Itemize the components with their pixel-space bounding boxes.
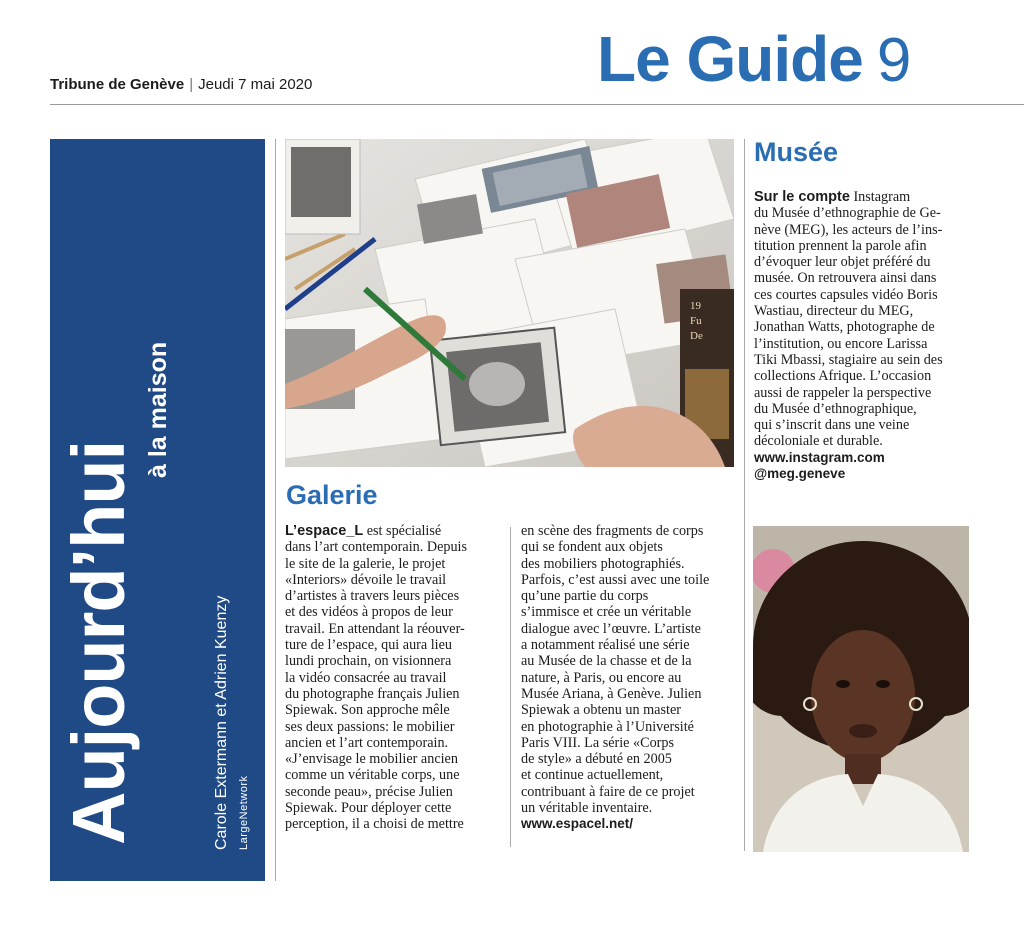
text-line: ancien et l’art contemporain. [285,734,449,751]
galerie-text-col2 [521,523,737,833]
text-line: en scène des fragments de corps [521,523,704,539]
text-line: est spécialisé [366,523,442,539]
gallery-photo [285,139,734,467]
text-line: ces courtes capsules vidéo Boris [754,286,938,303]
text-line: «J’envisage le mobilier ancien [285,751,458,768]
text-line: d’artistes à travers leurs pièces [285,588,460,605]
text-line: ses deux passions: le mobilier [285,718,455,735]
banner-subtitle: à la maison [144,341,172,478]
text-line: Tiki Mbassi, stagiaire au sein des [754,351,943,368]
musee-heading: Musée [754,137,839,167]
text-line: Musée Ariana, à Genève. Julien [521,685,702,702]
musee-lead: Sur le compte [754,189,850,205]
text-line: nature, à Paris, ou encore au [521,669,682,686]
text-line: qui se fondent aux objets [521,539,663,556]
text-line: s’immisce et crée un véritable [521,604,692,621]
masthead-dateline [50,76,312,93]
banner-agency: LargeNetwork [238,775,250,850]
text-line: et continue actuellement, [521,767,664,784]
svg-text:19: 19 [690,300,701,312]
text-line: le site de la galerie, le projet [285,555,446,572]
galerie-link[interactable]: www.espacel.net/ [521,816,634,832]
text-line: nève (MEG), les acteurs de l’ins- [754,221,943,238]
section-header [597,22,911,96]
section-title: Le Guide [597,23,863,95]
text-line: a notamment réalisé une série [521,637,690,654]
masthead-rule [50,104,1024,105]
text-line: décoloniale et durable. [754,433,883,450]
text-line: Spiewak a obtenu un master [521,702,681,719]
text-line: Jonathan Watts, photographe de [754,319,935,336]
text-line: la vidéo consacrée au travail [285,669,447,686]
galerie-heading: Galerie [286,480,378,510]
portrait-photo [753,526,969,852]
column-rule [275,139,276,881]
text-line: d’évoquer leur objet préféré du [754,254,931,271]
text-line: du Musée d’ethnographique, [754,400,917,417]
text-line: perception, il a choisi de mettre [285,816,464,833]
text-line: Spiewak. Son approche mêle [285,702,450,719]
newspaper-name: Tribune de Genève [50,76,185,93]
text-line: contribuant à faire de ce projet [521,783,695,800]
text-line: Paris VIII. La série «Corps [521,734,675,751]
text-line: comme un véritable corps, une [285,767,460,784]
text-line: aussi de rappeler la perspective [754,384,932,401]
galerie-lead: L’espace_L [285,523,364,539]
text-line: du Musée d’ethnographie de Ge- [754,205,941,222]
text-line: dans l’art contemporain. Depuis [285,539,468,556]
text-line: Parfois, c’est aussi avec une toile [521,571,710,588]
text-line: «Interiors» dévoile le travail [285,571,447,588]
text-line: Wastiau, directeur du MEG, [754,303,914,320]
text-line: titution prennent la parole afin [754,237,927,254]
galerie-text-col1 [285,523,507,833]
page-number: 9 [876,26,912,95]
text-line: ture de l’espace, qui aura lieu [285,637,453,654]
text-line: l’institution, ou encore Larissa [754,335,928,352]
text-line: seconde peau», précise Julien [285,783,453,800]
text-line: dialogue avec l’œuvre. L’artiste [521,620,701,637]
text-line: des mobiliers photographiés. [521,555,685,572]
text-line: collections Afrique. L’occasion [754,368,932,385]
text-line: du photographe français Julien [285,685,460,702]
banner-authors: Carole Extermann et Adrien Kuenzy [213,595,230,850]
banner-title: Aujourd’hui [57,440,140,845]
column-rule [510,527,511,847]
instagram-link[interactable]: www.instagram.com [754,449,885,465]
instagram-handle-link[interactable]: @meg.geneve [754,466,846,482]
text-line: travail. En attendant la réouver- [285,620,465,637]
issue-date: Jeudi 7 mai 2020 [198,76,313,93]
svg-text:Fu: Fu [690,315,702,327]
column-rule [744,139,745,851]
text-line: musée. On retrouvera ainsi dans [754,270,937,287]
text-line: de style» a débuté en 2005 [521,751,672,768]
text-line: en photographie à l’Université [521,718,694,735]
musee-text [754,189,970,482]
text-line: lundi prochain, on visionnera [285,653,452,670]
text-line: un véritable inventaire. [521,800,653,817]
text-line: qu’une partie du corps [521,588,649,605]
text-line: et des vidéos à propos de leur [285,604,453,621]
text-line: au Musée de la chasse et de la [521,653,692,670]
masthead-separator: | [189,76,194,93]
text-line: qui s’inscrit dans une veine [754,417,910,434]
text-line: Spiewak. Pour déployer cette [285,800,452,817]
text-line: Instagram [853,189,911,205]
svg-text:De: De [690,330,703,342]
